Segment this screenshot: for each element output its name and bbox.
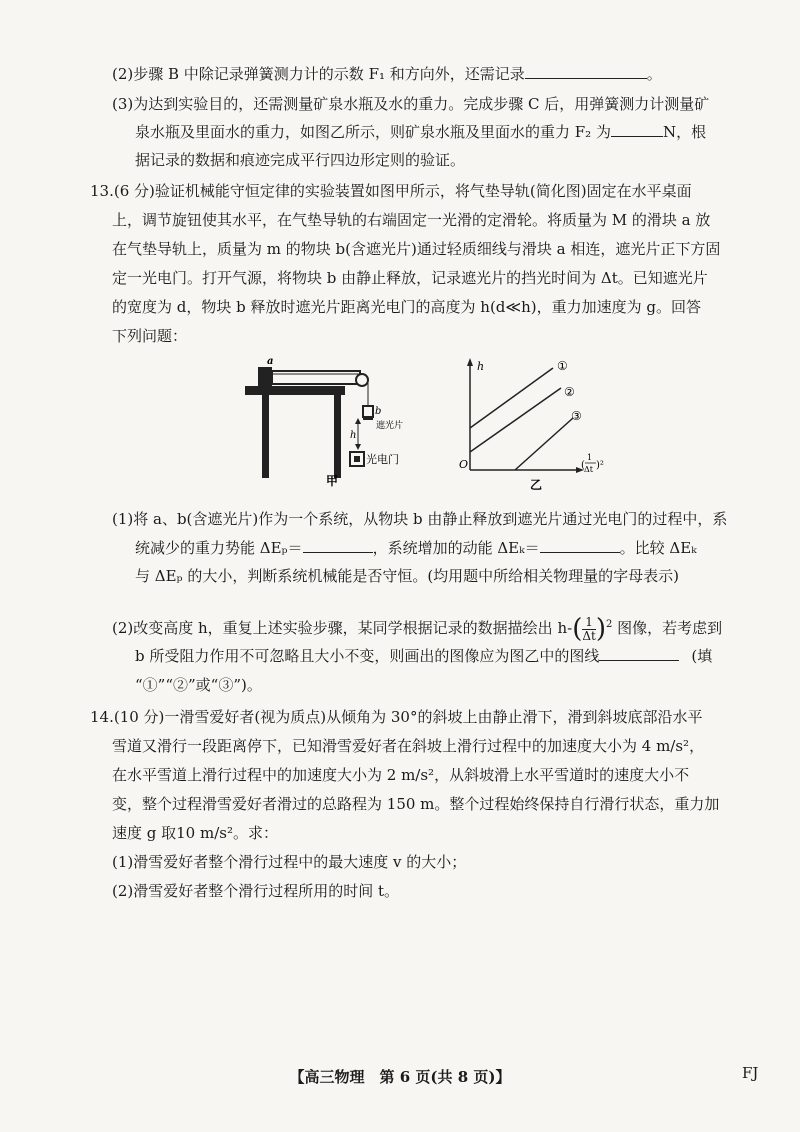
table-leg-right [334,395,341,478]
q13-part2-line2: b 所受阻力作用不可忽略且大小不变，则画出的图像应为图乙中的图线 (填 [135,647,713,665]
block-b [363,406,373,417]
q13-stem-line3: 在气垫导轨上，质量为 m 的物块 b(含遮光片)通过轻质细线与滑块 a 相连，遮光片正下方固 [112,240,721,258]
q13-part1-line1: (1)将 a、b(含遮光片)作为一个系统，从物块 b 由静止释放到遮光片通过光电门的过程中，系 [112,510,728,528]
q13-stem-line1: 13.(6 分)验证机械能守恒定律的实验装置如图甲所示，将气垫导轨(简化图)固定在水平桌面 [90,182,692,200]
label-photogate: 光电门 [366,453,399,466]
figure-yi-graph [455,352,615,492]
pulley [356,374,368,386]
q12-part3-line2: 泉水瓶及里面水的重力，如图乙所示，则矿泉水瓶及里面水的重力 F₂ 为 N，根 [135,123,707,141]
q13-part2-line3: “①”“②”或“③”)。 [135,676,262,694]
label-h: h [350,430,357,441]
figure-caption-jia: 甲 [326,474,339,488]
line-label-2: ② [564,385,575,399]
line-label-3: ③ [571,409,582,423]
label-a: a [267,356,274,367]
q13-stem-line4: 定一光电门。打开气源，将物块 b 由静止释放，记录遮光片的挡光时间为 Δt。已知遮光片 [112,269,708,287]
q12-part3-line1: (3)为达到实验目的，还需测量矿泉水瓶及水的重力。完成步骤 C 后，用弹簧测力计测量矿 [112,95,710,113]
answer-blank[interactable] [611,122,663,137]
x-axis-label-num: 1 [587,453,593,462]
page-corner-code: FJ [742,1064,759,1082]
table-top [245,386,345,395]
q13-stem-line6: 下列问题： [112,327,188,345]
air-track [272,371,360,384]
table-leg-left [262,395,269,478]
figure-caption-yi: 乙 [530,478,543,492]
q13-stem-line5: 的宽度为 d，物块 b 释放时遮光片距离光电门的高度为 h(d≪h)，重力加速度为 g。回答 [112,298,701,316]
q13-part2-line1: (2)改变高度 h，重复上述实验步骤，某同学根据记录的数据描绘出 h-( $\frac{1}{\Delta t}$ )$^2$ 图像，若考虑到 [112,614,723,644]
answer-blank-ek[interactable] [540,538,620,553]
slider-a [258,367,272,386]
q12-part3-line3: 据记录的数据和痕迹完成平行四边形定则的验证。 [135,151,466,169]
graph-line-1 [470,368,553,428]
q14-stem-line3: 在水平雪道上滑行过程中的加速度大小为 2 m/s²，从斜坡滑上水平雪道时的速度大小不 [112,766,690,784]
graph-line-3 [515,418,573,470]
photogate-core [354,456,360,462]
line-label-1: ① [557,359,568,373]
x-axis-label-paren: ( [581,460,585,471]
answer-blank-ep[interactable] [303,538,373,553]
arrow-head-down [355,444,361,450]
q14-stem-line2: 雪道又滑行一段距离停下，已知滑雪爱好者在斜坡上滑行过程中的加速度大小为 4 m/s²， [112,737,705,755]
answer-blank-graph[interactable] [599,646,679,661]
label-h-axis: h [477,360,485,373]
label-b: b [375,406,382,417]
page-footer: 【高三物理 第 6 页(共 8 页)】 [289,1068,511,1086]
q14-part1: (1)滑雪爱好者整个滑行过程中的最大速度 v 的大小； [112,853,467,871]
q14-stem-line4: 变，整个过程滑雪爱好者滑过的总路程为 150 m。整个过程始终保持自行滑行状态，重力加 [112,795,720,813]
q14-stem-line5: 速度 g 取10 m/s²。求： [112,824,278,842]
q13-part1-line2: 统减少的重力势能 ΔEₚ＝ ，系统增加的动能 ΔEₖ＝ 。比较 ΔEₖ [135,539,697,557]
q14-part2: (2)滑雪爱好者整个滑行过程所用的时间 t。 [112,882,400,900]
y-axis-arrow [467,358,473,366]
label-shading-strip: 遮光片 [376,421,404,431]
answer-blank[interactable] [525,64,647,79]
arrow-head-up [355,418,361,424]
q14-stem-line1: 14.(10 分)一滑雪爱好者(视为质点)从倾角为 30°的斜坡上由静止滑下，滑到斜坡底部沿水平 [90,708,703,726]
figure-jia-apparatus [240,352,420,492]
x-axis-label-power: )² [596,460,604,471]
q12-part2: (2)步骤 B 中除记录弹簧测力计的示数 F₁ 和方向外，还需记录 。 [112,65,662,83]
label-origin: O [459,458,469,471]
graph-line-2 [470,388,561,452]
q13-stem-line2: 上，调节旋钮使其水平，在气垫导轨的右端固定一光滑的定滑轮。将质量为 M 的滑块 a 放 [112,211,711,229]
fraction-1-over-dt: $\frac{1}{\Delta t}$ [582,614,596,643]
x-axis-label-den: Δt [584,465,593,474]
q13-part1-line3: 与 ΔEₚ 的大小，判断系统机械能是否守恒。(均用题中所给相关物理量的字母表示) [135,567,680,585]
